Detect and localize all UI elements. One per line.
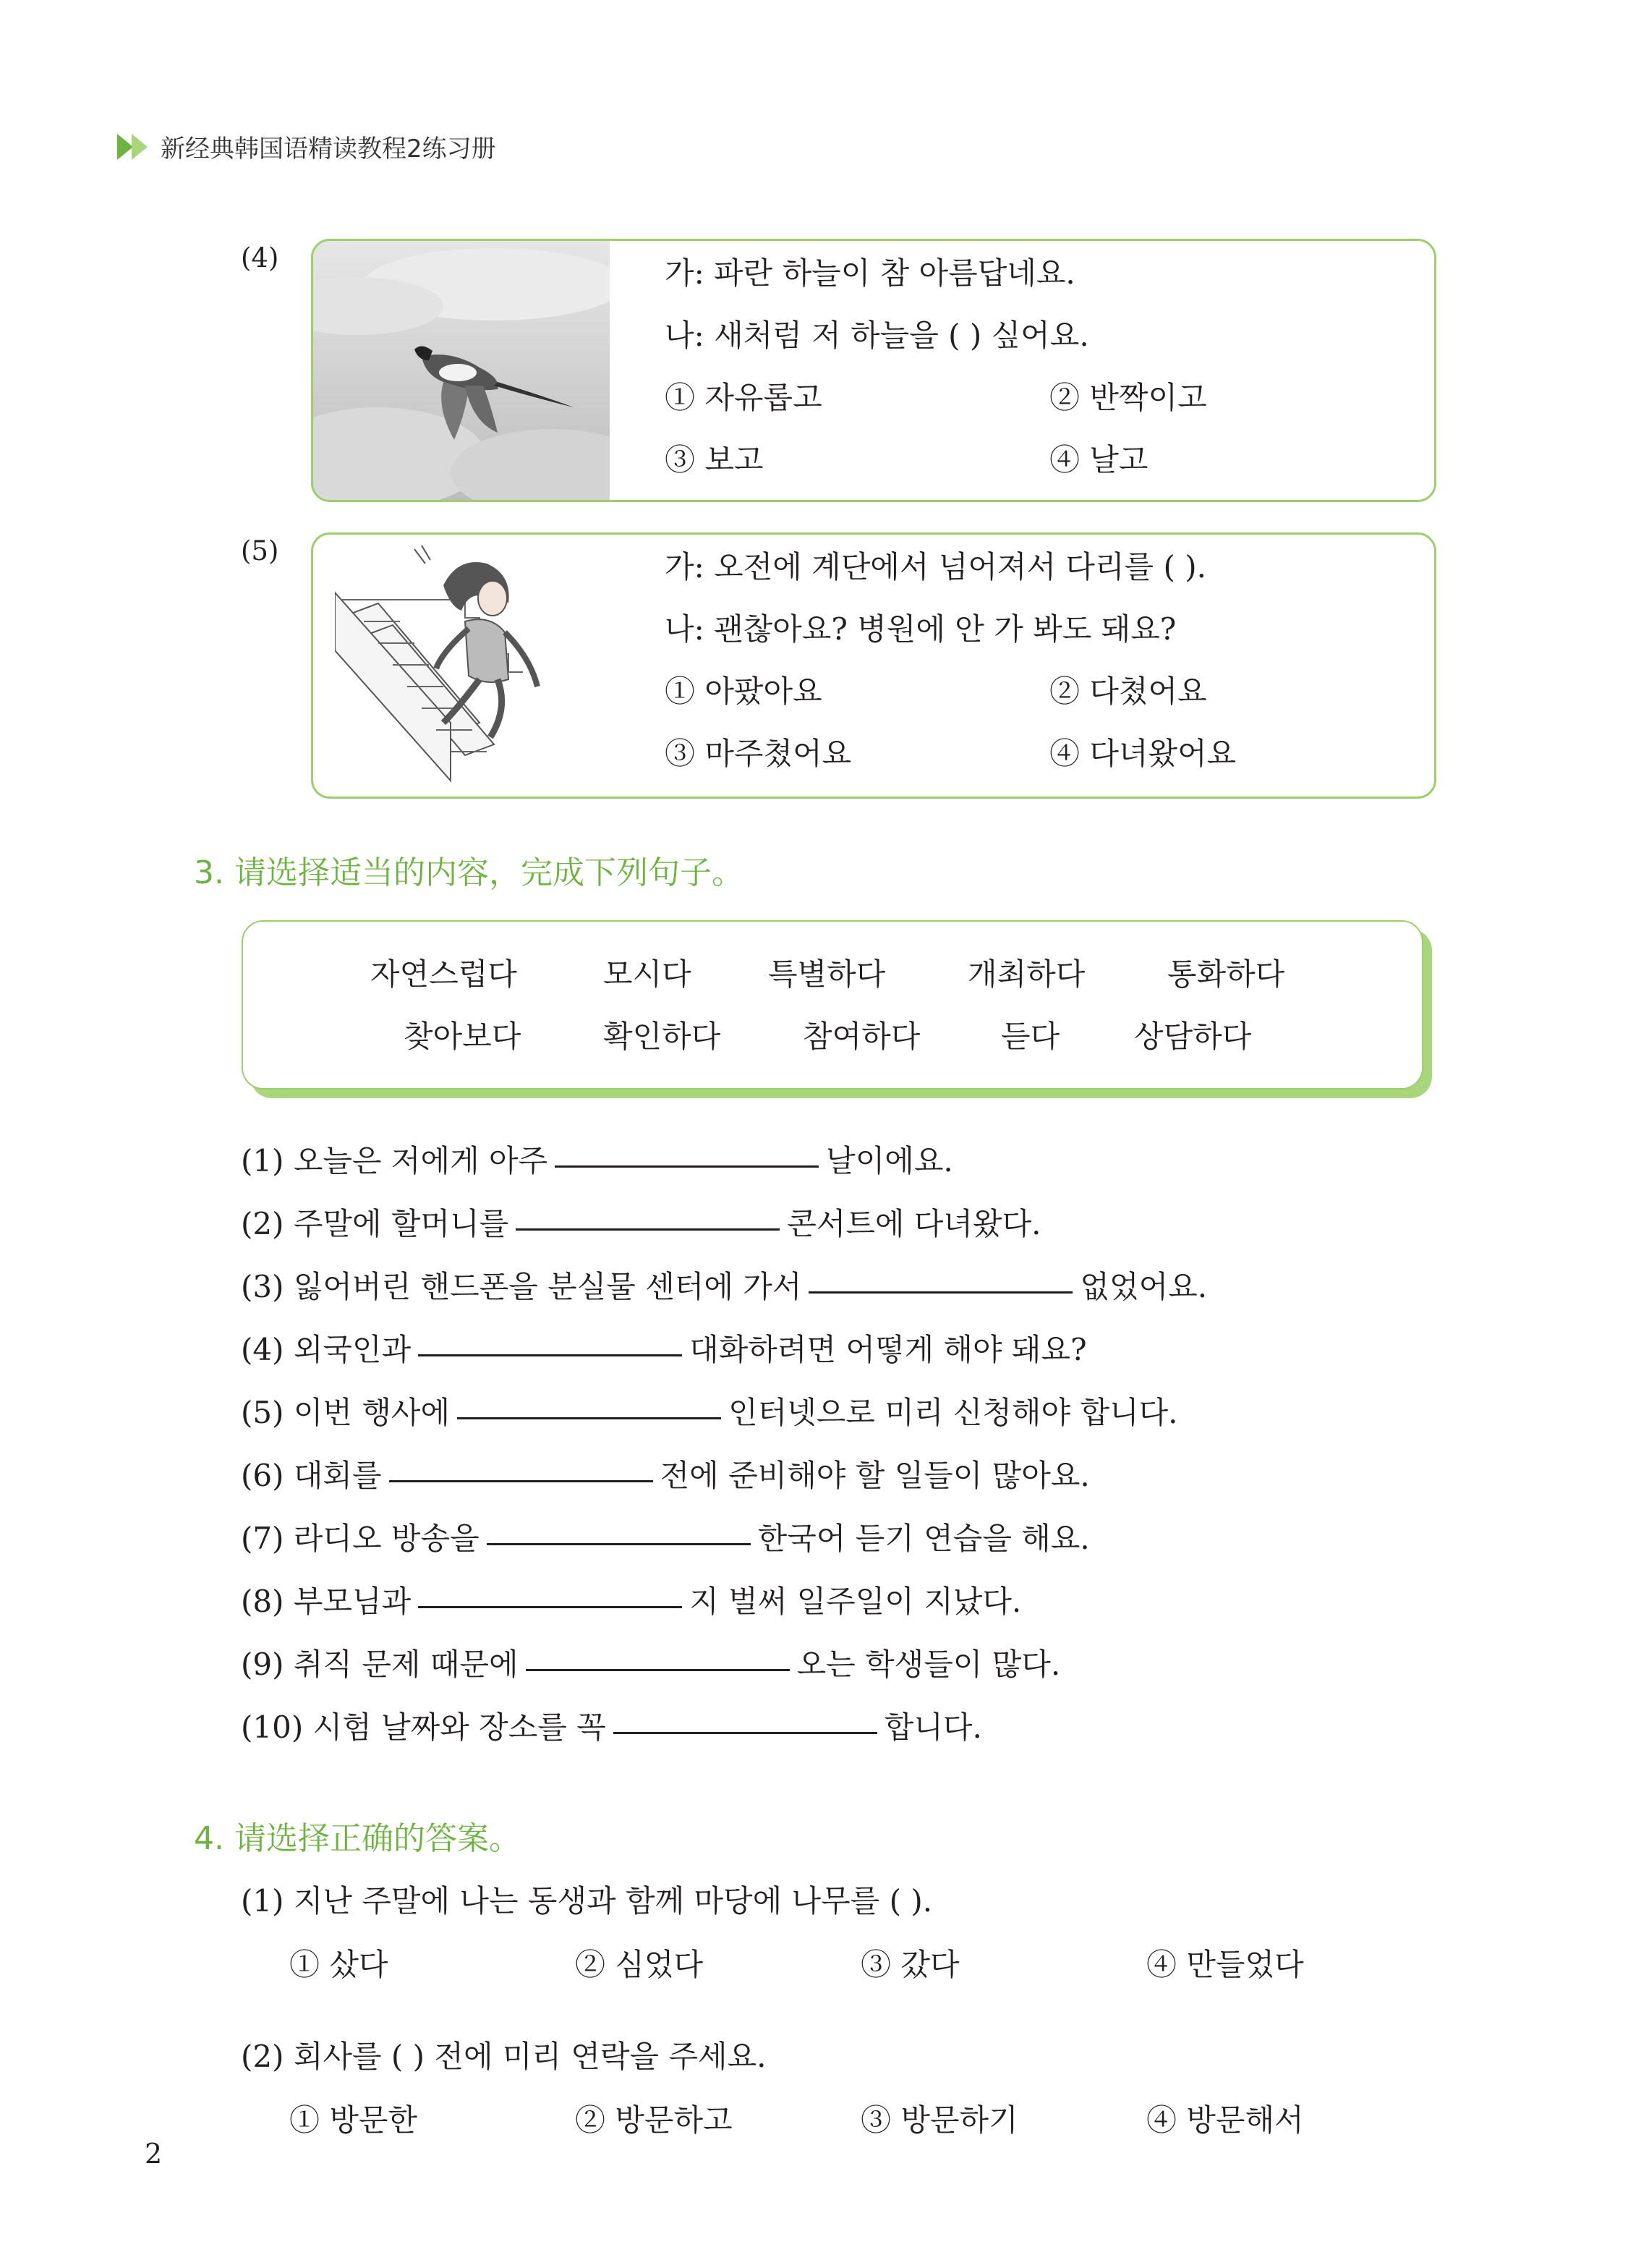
answer-blank[interactable] <box>389 1474 653 1482</box>
fill-sentence: (3) 잃어버린 핸드폰을 분실물 센터에 가서 없었어요. <box>241 1269 1208 1304</box>
option-2[interactable]: ② 심었다 <box>575 1947 704 1982</box>
fill-sentence: (9) 취직 문제 때문에 오는 학생들이 많다. <box>241 1647 1061 1682</box>
answer-blank[interactable] <box>555 1160 819 1168</box>
fill-sentence: (6) 대회를 전에 준비해야 할 일들이 많아요. <box>241 1458 1090 1493</box>
woman-falling-on-stairs-illustration <box>335 542 624 788</box>
option-1[interactable]: ① 자유롭고 <box>665 380 822 415</box>
word-bank-item: 찾아보다 <box>404 1019 521 1054</box>
page-number: 2 <box>145 2138 163 2170</box>
fill-sentence: (8) 부모님과 지 벌써 일주일이 지났다. <box>241 1584 1022 1619</box>
answer-blank[interactable] <box>613 1726 877 1734</box>
dialogue-line-a: 가: 파란 하늘이 참 아름답네요. <box>665 255 1075 291</box>
answer-blank[interactable] <box>809 1286 1073 1294</box>
fill-sentence: (10) 시험 날짜와 장소를 꼭 합니다. <box>241 1710 982 1745</box>
dialogue-line-b: 나: 괜찮아요? 병원에 안 가 봐도 돼요? <box>665 611 1177 647</box>
option-4[interactable]: ④ 다녀왔어요 <box>1049 736 1237 771</box>
header-book-title: 新经典韩国语精读教程2练习册 <box>161 135 496 163</box>
answer-blank[interactable] <box>457 1411 721 1419</box>
answer-blank[interactable] <box>418 1349 682 1356</box>
option-4[interactable]: ④ 방문해서 <box>1146 2102 1304 2138</box>
option-1[interactable]: ① 아팠아요 <box>665 674 822 709</box>
option-1[interactable]: ① 방문한 <box>289 2102 418 2138</box>
dialogue-line-a: 가: 오전에 계단에서 넘어져서 다리를 ( ). <box>665 549 1206 585</box>
dialogue-box <box>311 239 1436 502</box>
section-4-title: 4. 请选择正确的答案。 <box>194 1820 521 1857</box>
option-3[interactable]: ③ 방문하기 <box>861 2102 1018 2138</box>
word-bank-item: 모시다 <box>603 956 691 992</box>
answer-blank[interactable] <box>418 1600 682 1608</box>
question-text: (2) 회사를 ( ) 전에 미리 연락을 주세요. <box>241 2039 767 2074</box>
section-3-title: 3. 请选择适当的内容，完成下列句子。 <box>194 854 743 891</box>
option-3[interactable]: ③ 보고 <box>665 442 764 477</box>
word-bank-item: 개최하다 <box>968 956 1086 992</box>
fill-sentence: (1) 오늘은 저에게 아주 날이에요. <box>241 1143 953 1178</box>
option-3[interactable]: ③ 갔다 <box>861 1947 960 1982</box>
option-2[interactable]: ② 다쳤어요 <box>1049 674 1207 709</box>
bird-in-sky-illustration <box>313 241 610 500</box>
word-bank-item: 통화하다 <box>1167 956 1285 992</box>
question-number: (5) <box>241 535 279 566</box>
word-bank-item: 상담하다 <box>1134 1019 1252 1054</box>
dialogue-box <box>311 532 1436 799</box>
fill-sentence: (2) 주말에 할머니를 콘서트에 다녀왔다. <box>241 1206 1041 1241</box>
option-2[interactable]: ② 반짝이고 <box>1049 380 1207 415</box>
word-bank-item: 자연스럽다 <box>370 956 517 992</box>
answer-blank[interactable] <box>526 1663 790 1671</box>
question-number: (4) <box>241 242 279 273</box>
word-bank-item: 참여하다 <box>803 1019 921 1054</box>
word-bank-item: 확인하다 <box>603 1019 721 1054</box>
word-bank-item: 듣다 <box>1001 1019 1060 1054</box>
option-4[interactable]: ④ 만들었다 <box>1146 1947 1304 1982</box>
question-text: (1) 지난 주말에 나는 동생과 함께 마당에 나무를 ( ). <box>241 1883 933 1919</box>
word-bank-box <box>242 920 1423 1090</box>
dialogue-line-b: 나: 새처럼 저 하늘을 ( ) 싶어요. <box>665 318 1089 353</box>
fill-sentence: (5) 이번 행사에 인터넷으로 미리 신청해야 합니다. <box>241 1395 1178 1430</box>
word-bank-item: 특별하다 <box>768 956 886 992</box>
option-2[interactable]: ② 방문하고 <box>575 2102 733 2138</box>
header-double-arrow-icon <box>117 132 153 161</box>
option-1[interactable]: ① 샀다 <box>289 1947 388 1982</box>
fill-sentence: (7) 라디오 방송을 한국어 듣기 연습을 해요. <box>241 1521 1090 1556</box>
option-4[interactable]: ④ 날고 <box>1049 442 1148 477</box>
fill-sentence: (4) 외국인과 대화하려면 어떻게 해야 돼요? <box>241 1332 1087 1367</box>
option-3[interactable]: ③ 마주쳤어요 <box>665 736 852 771</box>
answer-blank[interactable] <box>487 1537 751 1545</box>
answer-blank[interactable] <box>516 1223 780 1231</box>
